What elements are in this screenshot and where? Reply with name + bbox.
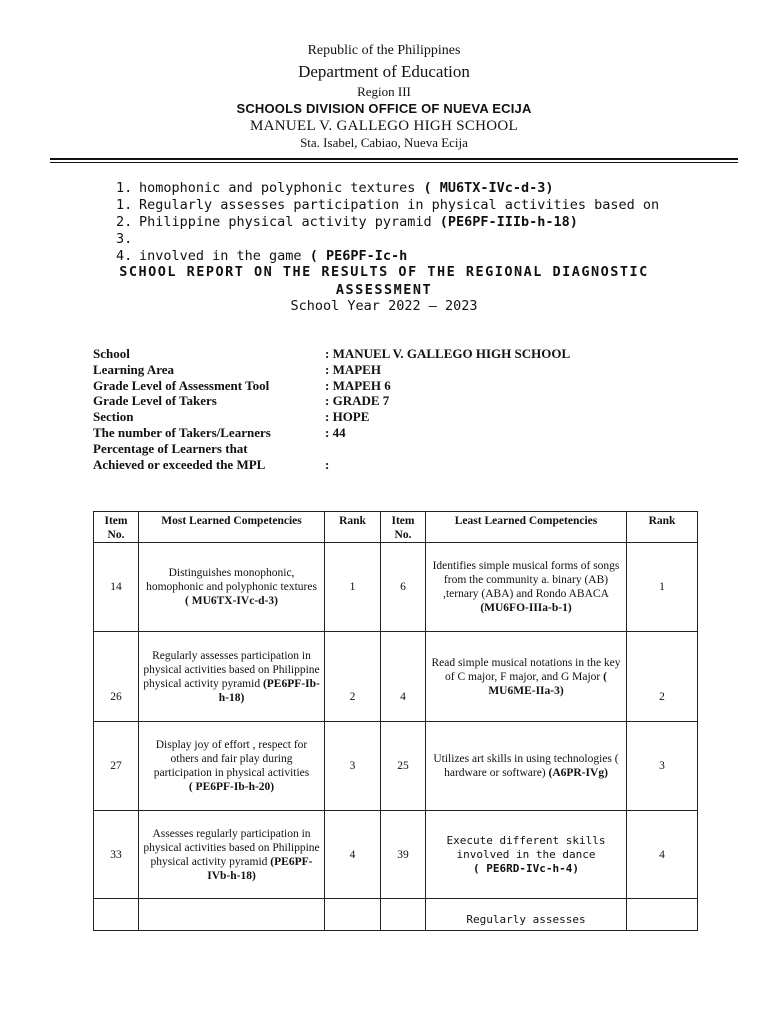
header-republic: Republic of the Philippines: [307, 43, 461, 58]
header-rank: Rank: [627, 512, 698, 543]
rank: 3: [627, 722, 698, 811]
most-learned-competency: Assesses regularly participation in physical activities based on Philippine physical activity pyramid (PE6PF-IVb-h-18): [139, 811, 325, 899]
rank: 2: [627, 632, 698, 722]
competency-code: (PE6PF-Ib-h-18): [218, 677, 320, 704]
header-least-learned: Least Learned Competencies: [426, 512, 627, 543]
rank: 2: [325, 632, 381, 722]
item-number: 4: [381, 632, 426, 722]
header-division: SCHOOLS DIVISION OFFICE OF NUEVA ECIJA: [236, 101, 532, 116]
item-number: 33: [94, 811, 139, 899]
rank: [627, 899, 698, 931]
item-number: [94, 899, 139, 931]
item-number: 6: [381, 543, 426, 632]
most-learned-competency: Distinguishes monophonic, homophonic and polyphonic textures ( MU6TX-IVc-d-3): [139, 543, 325, 632]
competency-code: (A6PR-IVg): [548, 767, 608, 779]
table-row: [94, 811, 698, 899]
most-learned-competency: [139, 899, 325, 931]
item-number: 14: [94, 543, 139, 632]
rank: 4: [627, 811, 698, 899]
header-item-no: Item No.: [94, 512, 139, 543]
header-department: Department of Education: [298, 62, 470, 81]
header-region: Region III: [357, 84, 411, 99]
header-most-learned: Most Learned Competencies: [139, 512, 325, 543]
least-learned-competency: Regularly assesses: [426, 899, 627, 931]
item-number: 27: [94, 722, 139, 811]
header-item-no: Item No.: [381, 512, 426, 543]
item-number: 25: [381, 722, 426, 811]
least-learned-competency: Identifies simple musical forms of songs from the community a. binary (AB) ,ternary (ABA) and Rondo ABACA (MU6FO-IIIa-b-1): [426, 543, 627, 632]
item-number: 26: [94, 632, 139, 722]
header-rank: Rank: [325, 512, 381, 543]
competency-code: ( PE6PF-Ib-h-20): [188, 781, 275, 793]
competencies-table: [93, 511, 698, 931]
most-learned-competency: Display joy of effort , respect for others and fair play during participation in physical activities ( PE6PF-Ib-h-20): [139, 722, 325, 811]
table-header-row: [94, 512, 698, 543]
rank: 1: [325, 543, 381, 632]
rank: 1: [627, 543, 698, 632]
report-title-line2: ASSESSMENT: [335, 282, 433, 298]
competency-code: (PE6PF-IVb-h-18): [207, 855, 313, 882]
most-learned-competency: Regularly assesses participation in physical activities based on Philippine physical activity pyramid (PE6PF-Ib-h-18): [139, 632, 325, 722]
competency-code: ( PE6RD-IVc-h-4): [473, 861, 579, 875]
competency-code: (MU6FO-IIIa-b-1): [480, 602, 572, 614]
header-divider-thin: [50, 162, 738, 163]
item-number: [381, 899, 426, 931]
list-item: 1. homophonic and polyphonic textures ( MU6TX-IVc-d-3): [116, 180, 554, 196]
least-learned-competency: Read simple musical notations in the key of C major, F major, and G Major ( MU6ME-IIa-3): [426, 632, 627, 722]
list-item: 4. involved in the game ( PE6PF-Ic-h: [116, 248, 408, 264]
header-address: Sta. Isabel, Cabiao, Nueva Ecija: [300, 135, 468, 150]
least-learned-competency: Execute different skills involved in the dance ( PE6RD-IVc-h-4): [426, 811, 627, 899]
header-school-name: MANUEL V. GALLEGO HIGH SCHOOL: [250, 118, 518, 134]
rank: 4: [325, 811, 381, 899]
list-item: 1. Regularly assesses participation in physical activities based on: [116, 197, 660, 213]
least-learned-competency: Utilizes art skills in using technologies ( hardware or software) (A6PR-IVg): [426, 722, 627, 811]
header-divider-thick: [50, 158, 738, 160]
table-row: [94, 899, 698, 931]
competency-code: ( MU6TX-IVc-d-3): [185, 595, 278, 607]
competency-code: ( MU6ME-IIa-3): [488, 670, 607, 697]
table-row: [94, 632, 698, 722]
rank: [325, 899, 381, 931]
list-item: 2. Philippine physical activity pyramid (PE6PF-IIIb-h-18): [116, 214, 578, 230]
numbered-list: [116, 180, 716, 265]
list-item: 3.: [116, 231, 133, 247]
table-row: [94, 543, 698, 632]
school-year: School Year 2022 – 2023: [290, 298, 478, 314]
rank: 3: [325, 722, 381, 811]
report-title-line1: SCHOOL REPORT ON THE RESULTS OF THE REGIONAL DIAGNOSTIC: [119, 264, 649, 280]
item-number: 39: [381, 811, 426, 899]
table-row: [94, 722, 698, 811]
